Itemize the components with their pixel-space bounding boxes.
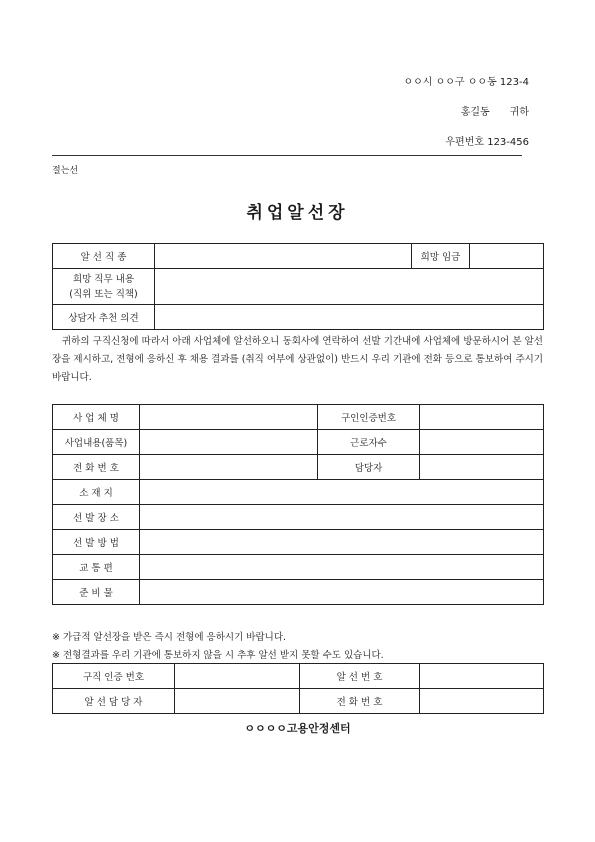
company-info-table bbox=[52, 404, 544, 605]
staff-phone-label: 전 화 번 호 bbox=[300, 689, 420, 714]
desired-wage-field[interactable] bbox=[470, 244, 544, 269]
company-phone-label: 전 화 번 호 bbox=[53, 455, 140, 480]
selection-method-field[interactable] bbox=[140, 530, 544, 555]
company-name-label: 사 업 체 명 bbox=[53, 405, 140, 430]
counselor-opinion-field[interactable] bbox=[155, 305, 544, 330]
seeker-cert-number-label: 구직 인증 번호 bbox=[53, 664, 175, 689]
company-phone-field[interactable] bbox=[140, 455, 318, 480]
transportation-field[interactable] bbox=[140, 555, 544, 580]
company-name-field[interactable] bbox=[140, 405, 318, 430]
job-type-field[interactable] bbox=[155, 244, 412, 269]
desired-duty-field[interactable] bbox=[155, 269, 544, 305]
job-cert-number-label: 구인인증번호 bbox=[318, 405, 420, 430]
job-cert-number-field[interactable] bbox=[420, 405, 544, 430]
placement-staff-label: 알 선 담 당 자 bbox=[53, 689, 175, 714]
company-manager-label: 담당자 bbox=[318, 455, 420, 480]
selection-place-label: 선 발 장 소 bbox=[53, 505, 140, 530]
placement-info-table bbox=[52, 663, 544, 714]
worker-count-label: 근로자수 bbox=[318, 430, 420, 455]
seeker-cert-number-field[interactable] bbox=[175, 664, 300, 689]
note-apply-promptly: ※ 가급적 알선장을 받은 즉시 전형에 응하시기 바랍니다. bbox=[52, 632, 287, 643]
staff-phone-field[interactable] bbox=[420, 689, 544, 714]
business-content-label: 사업내용(품목) bbox=[53, 430, 140, 455]
job-type-label: 알 선 직 종 bbox=[53, 244, 155, 269]
preparation-label: 준 비 물 bbox=[53, 580, 140, 605]
counselor-opinion-label: 상담자 추천 의견 bbox=[53, 305, 155, 330]
location-field[interactable] bbox=[140, 480, 544, 505]
desired-wage-label: 희망 임금 bbox=[412, 244, 470, 269]
desired-duty-label bbox=[53, 269, 155, 305]
placement-number-label: 알 선 번 호 bbox=[300, 664, 420, 689]
placement-number-field[interactable] bbox=[420, 664, 544, 689]
placement-staff-field[interactable] bbox=[175, 689, 300, 714]
document-title: 취업알선장 bbox=[246, 203, 349, 223]
cut-line bbox=[52, 155, 522, 156]
preparation-field[interactable] bbox=[140, 580, 544, 605]
transportation-label: 교 통 편 bbox=[53, 555, 140, 580]
location-label: 소 재 지 bbox=[53, 480, 140, 505]
business-content-field[interactable] bbox=[140, 430, 318, 455]
recipient-address: ㅇㅇ시 ㅇㅇ구 ㅇㅇ동 123-4 bbox=[403, 77, 529, 88]
postal-code: 우편번호 123-456 bbox=[445, 137, 529, 148]
desired-duty-label-line2: (직위 또는 직책) bbox=[69, 288, 138, 300]
desired-duty-label-line1: 희망 직무 내용 bbox=[72, 273, 135, 285]
note-report-result: ※ 전형결과를 우리 기관에 통보하지 않을 시 추후 알선 받지 못할 수도 있습니다. bbox=[52, 650, 384, 661]
job-info-table bbox=[52, 243, 544, 330]
selection-method-label: 선 발 방 법 bbox=[53, 530, 140, 555]
selection-place-field[interactable] bbox=[140, 505, 544, 530]
worker-count-field[interactable] bbox=[420, 430, 544, 455]
issuing-organization: ㅇㅇㅇㅇ고용안정센터 bbox=[244, 722, 351, 735]
recipient-name: 홍길동 귀하 bbox=[460, 107, 529, 118]
instruction-paragraph: 귀하의 구직신청에 따라서 아래 사업체에 알선하오니 동회사에 연락하여 선발 기간내에 사업체에 방문하시어 본 알선장을 제시하고, 전형에 응하신 후 채용 결과를 (취직 여부에 상관없이) 반드시 우리 기관에 전화 등으로 통보하여 주시기 바랍니다. bbox=[52, 336, 543, 383]
cut-line-label: 절는선 bbox=[52, 166, 79, 176]
company-manager-field[interactable] bbox=[420, 455, 544, 480]
